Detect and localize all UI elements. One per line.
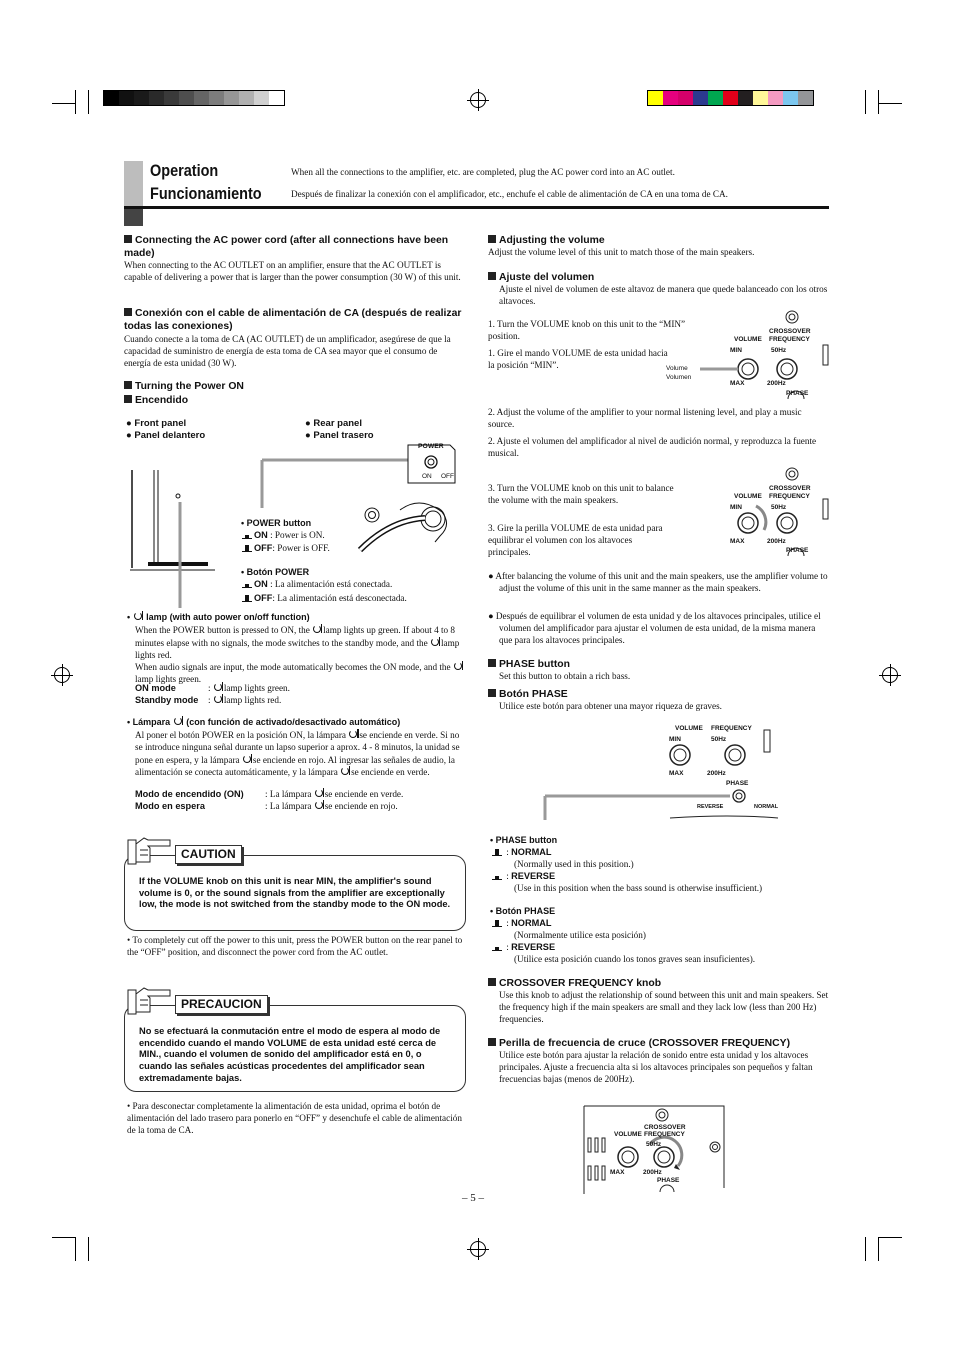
diag-max: MAX (730, 538, 745, 545)
heading-text: Perilla de frecuencia de cruce (CROSSOVER FREQUENCY) (499, 1038, 791, 1049)
diag-200hz: 200Hz (707, 770, 726, 777)
section-heading-power-es (124, 394, 188, 407)
heading-text: Adjusting the volume (499, 235, 605, 246)
off-desc: : La alimentación está desconectada. (272, 593, 407, 603)
diag-50hz: 50Hz (711, 736, 727, 743)
diag-max: MAX (730, 380, 745, 387)
cut-power-es: • Para desconectar completamente la alimentación de esta unidad, oprima el botón de alimentación del lado trasero para ponerlo en “OFF” y desenchufe el cable de alimentación de la toma de CA. (127, 1101, 462, 1135)
grayscale-bar (103, 90, 285, 106)
on-mode-row: ON mode : lamp lights green. (135, 683, 290, 693)
text: : La lámpara (265, 789, 312, 799)
lamp-title-text: lamp (with auto power on/off function) (146, 612, 310, 622)
heading-text: Turning the Power ON (135, 381, 244, 392)
switch-normal-icon (492, 919, 502, 927)
normal-text: NORMAL (511, 918, 552, 928)
crop-mark (88, 90, 89, 114)
diag-frequency: FREQUENCY (711, 725, 752, 732)
off-desc: : Power is OFF. (272, 543, 330, 553)
diag-volumen-caption: Volumen (666, 374, 692, 381)
balance-note-en: ● After balancing the volume of this unit and the main speakers, use the amplifier volume to adjust the volume of this unit in the same manner as the main speakers. (488, 571, 828, 593)
standby-power-icon (430, 637, 441, 647)
switch-on-icon (242, 531, 252, 539)
diag-volume-caption: Volume (666, 365, 688, 372)
text: To completely cut off the power to this unit, press the POWER button on the rear panel to the “OFF” position, and disconnect the power cord from the AC outlet. (127, 935, 463, 957)
modo-on-row (135, 788, 403, 801)
crossover-paragraph-en: Use this knob to adjust the relationship of sound between this unit and main speakers. Set the frequency high if the main speakers are small and they lack low (less than 200 Hz) frequencies. (499, 990, 829, 1024)
diag-min: MIN (730, 504, 742, 511)
boton-phase-title: • Botón PHASE (490, 906, 556, 916)
lamp-title-en: • lamp (with auto power on/off function) (127, 612, 310, 622)
diag-phase: PHASE (786, 390, 809, 397)
step3-es: 3. Gire la perilla VOLUME de esta unidad para equilibrar el volumen con los altavoces principales. (488, 523, 663, 557)
volume-paragraph-en: Adjust the volume level of this unit to match those of the main speakers. (488, 247, 755, 257)
on-text: ON (254, 530, 268, 540)
diag-frequency: FREQUENCY (644, 1131, 685, 1138)
lamp-paragraph-es (135, 729, 465, 779)
diagram-power-label: POWER (418, 443, 444, 450)
heading-text: Connecting the AC power cord (after all connections have been made) (124, 235, 449, 259)
page-title-en: Operation (150, 161, 219, 180)
phase-reverse-row: : REVERSE (492, 871, 555, 883)
intro-es: Después de finalizar la conexión con el amplificador, etc., enchufe el cable de alimentación de CA en una toma de CA. (291, 189, 728, 199)
standby-power-icon (314, 788, 325, 798)
modo-espera-label: Modo en espera (135, 801, 205, 811)
diag-crossover: CROSSOVER (769, 485, 811, 492)
diag-volume: VOLUME (734, 493, 762, 500)
diag-phase: PHASE (786, 547, 809, 554)
section-heading-ac-en (124, 234, 469, 260)
text: Al poner el botón POWER en la posición ON, la lámpara (135, 730, 347, 740)
registration-mark-icon (54, 667, 70, 683)
diag-volume: VOLUME (675, 725, 703, 732)
phase-button-title: • PHASE button (490, 835, 558, 845)
standby-power-icon (213, 682, 224, 692)
bullet-square-icon (488, 978, 496, 986)
standby-power-icon (453, 661, 464, 671)
registration-mark-icon (470, 1241, 486, 1257)
diag-min: MIN (669, 736, 681, 743)
page-title-es: Funcionamiento (150, 184, 262, 203)
title-block-dark (124, 209, 143, 226)
standby-mode-row: Standby mode : lamp lights red. (135, 695, 282, 705)
boton-on-row (242, 579, 392, 591)
on-desc: : La alimentación está conectada. (270, 579, 393, 589)
diag-50hz: 50Hz (771, 504, 787, 511)
front-panel-es-text: Panel delantero (134, 430, 206, 441)
section-heading-crossover-en (488, 977, 661, 990)
pointing-hand-icon (126, 984, 172, 1018)
diag-normal: NORMAL (754, 804, 779, 810)
caution-text: If the VOLUME knob on this unit is near MIN, the amplifier's sound volume is 0, or the sound signals from the amplifier are exceptionally low, the mode is not switched from the standby mode to the ON mode. (139, 876, 451, 910)
crop-mark (878, 1237, 902, 1238)
diag-phase: PHASE (726, 780, 749, 787)
crop-mark (878, 103, 902, 104)
section-heading-ac-es (124, 307, 469, 333)
bullet-square-icon (124, 381, 132, 389)
step1-en: 1. Turn the VOLUME knob on this unit to the “MIN” position. (488, 319, 686, 341)
phase-normal-row: : NORMAL (492, 847, 551, 859)
standby-power-icon (213, 694, 224, 704)
diag-max: MAX (610, 1169, 625, 1176)
phase-reverse-desc: (Use in this position when the bass sound is otherwise insufficient.) (514, 883, 763, 893)
standby-power-icon (340, 766, 351, 776)
heading-text: PHASE button (499, 659, 570, 670)
bullet-square-icon (488, 659, 496, 667)
rear-panel-text: Rear panel (313, 418, 362, 429)
boton-power-title: • Botón POWER (241, 567, 310, 577)
step2-es: 2. Ajuste el volumen del amplificador al nivel de audición normal, y reproduzca la fuente musical. (488, 436, 817, 458)
front-panel-text: Front panel (134, 418, 187, 429)
precaucion-text: No se efectuará la conmutación entre el modo de espera al modo de encendido cuando el mando VOLUME de esta unidad esté cerca de MIN., cuando el volumen de sonido del amplificador está en 0, o cuando las señales acústicas procedentes del amplificador sean extremadamente bajas. (139, 1026, 441, 1083)
crop-mark (75, 90, 76, 114)
color-bar (647, 90, 814, 106)
text: When the POWER button is pressed to ON, the (135, 625, 310, 635)
bullet-square-icon (488, 272, 496, 280)
diag-volume: VOLUME (614, 1131, 642, 1138)
heading-text: CROSSOVER FREQUENCY knob (499, 978, 662, 989)
text: se enciende en rojo. Al ingresar las señales de audio, la alimentación se conecta automáticamente, y la lámpara (135, 754, 455, 778)
text: Para desconectar completamente la alimentación de esta unidad, oprima el botón de alimentación del lado trasero para ponerlo en “OFF” y desenchufe el cable de alimentación de la toma de CA. (127, 1101, 462, 1135)
text: se enciende en rojo. (324, 801, 398, 811)
boton-normal-row: : NORMAL (492, 918, 551, 930)
title-bar-gray (124, 161, 143, 206)
crossover-paragraph-es: Utilice este botón para ajustar la relación de sonido entre esta unidad y los altavoces principales. Ajuste a frecuencia alta si los altavoces principales son pequeños y faltan frecuencias bajas (menos de 200Hz). (499, 1050, 813, 1084)
modo-espera-row (135, 800, 398, 813)
on-desc: : Power is ON. (270, 530, 325, 540)
front-panel-label-es: ● Panel delantero (126, 430, 206, 441)
power-button-title: • POWER button (241, 518, 312, 528)
phase-normal-desc: (Normally used in this position.) (514, 859, 634, 869)
cut-power-en: • To completely cut off the power to this unit, press the POWER button on the rear panel to the “OFF” position, and disconnect the power cord from the AC outlet. (127, 935, 463, 957)
rear-panel-label-es: ● Panel trasero (305, 430, 374, 441)
diag-200hz: 200Hz (767, 380, 786, 387)
section-heading-volume-es (488, 271, 594, 284)
registration-mark-icon (470, 92, 486, 108)
title-rule (124, 206, 829, 209)
step1-es: 1. Gire el mando VOLUME de esta unidad hacia la posición “MIN”. (488, 348, 668, 370)
bullet-square-icon (488, 235, 496, 243)
heading-text: Ajuste del volumen (499, 272, 595, 283)
standby-power-icon (242, 754, 253, 764)
text: • Lámpara (127, 717, 171, 727)
heading-text: Botón PHASE (499, 689, 568, 700)
caution-label: CAUTION (175, 845, 242, 864)
text: se enciende en verde. (324, 789, 404, 799)
standby-power-icon (133, 611, 144, 621)
boton-reverse-desc: (Utilice esta posición cuando los tonos graves sean insuficientes). (514, 954, 756, 964)
on-mode-label: ON mode (135, 683, 176, 693)
boton-off-row (242, 593, 407, 605)
text: se enciende en verde. Si no se introduce ninguna señal durante un lapso superior a aprox. 4 - 8 minutos, la unidad se pone en espera, y la lámpara (135, 730, 460, 765)
crop-mark (878, 90, 879, 114)
registration-mark-icon (882, 667, 898, 683)
volume-paragraph-es: Ajuste el nivel de volumen de este altavoz de manera que quede balanceado con los otros altavoces. (499, 284, 828, 306)
normal-text: NORMAL (511, 847, 552, 857)
section-heading-phase-en (488, 658, 570, 671)
diag-50hz: 50Hz (646, 1141, 662, 1148)
diag-frequency: FREQUENCY (769, 336, 810, 343)
boton-reverse-row: : REVERSE (492, 942, 555, 954)
crop-mark (88, 1237, 89, 1261)
standby-power-icon (312, 624, 323, 634)
boton-normal-desc: (Normalmente utilice esta posición) (514, 930, 646, 940)
balance-note-es: ● Después de equilibrar el volumen de esta unidad y de los altavoces principales, utilice el volumen del amplificador para ajustar el volumen de esta unidad, de la misma manera que para los altavoces principales. (488, 611, 821, 645)
diag-min: MIN (730, 347, 742, 354)
page-number: – 5 – (462, 1192, 484, 1204)
step2-en: 2. Adjust the volume of the amplifier to your normal listening level, and play a music source. (488, 407, 802, 429)
rear-panel-es-text: Panel trasero (313, 430, 374, 441)
text: After balancing the volume of this unit and the main speakers, use the amplifier volume to adjust the volume of this unit in the same manner as the main speakers. (495, 571, 828, 593)
paragraph-ac-es: Cuando conecte a la toma de CA (AC OUTLET) de un amplificador, asegúrese de que la capacidad de suministro de energía de esta toma de CA sea mayor que el consumo de energía de esta unidad (30 W). (124, 334, 451, 368)
switch-reverse-icon (492, 943, 502, 951)
modo-on-label: Modo de encendido (ON) (135, 789, 244, 799)
switch-off-icon (242, 594, 252, 602)
bullet-square-icon (124, 395, 132, 403)
switch-off-icon (242, 544, 252, 552)
crop-mark (878, 1237, 879, 1261)
standby-power-icon (173, 716, 184, 726)
power-off-row (242, 543, 330, 555)
standby-power-icon (348, 729, 359, 739)
pointing-hand-icon (126, 834, 172, 868)
section-heading-volume-en (488, 234, 605, 247)
diag-volume: VOLUME (734, 336, 762, 343)
volume-knob-diagram-balance (690, 462, 835, 562)
text: lamp lights green. (135, 674, 202, 685)
on-text: ON (254, 579, 268, 589)
standby-mode-desc: lamp lights red. (223, 695, 282, 705)
crop-mark (52, 103, 76, 104)
diag-phase: PHASE (657, 1177, 680, 1184)
text: lamp lights red. (135, 637, 460, 660)
phase-paragraph-es: Utilice este botón para obtener una mayor riqueza de graves. (499, 701, 722, 711)
crop-mark (52, 1237, 76, 1238)
precaucion-label: PRECAUCION (175, 995, 268, 1014)
diagram-on-label: ON (422, 473, 432, 480)
diag-crossover: CROSSOVER (769, 328, 811, 335)
text: lamp lights up green. If about 4 to 8 minutes elapse with no signals, the mode switches to the standby mode, and the (135, 625, 456, 648)
diag-crossover: CROSSOVER (644, 1124, 686, 1131)
crop-mark (865, 90, 866, 114)
diag-200hz: 200Hz (643, 1169, 662, 1176)
standby-power-icon (314, 800, 325, 810)
crop-mark (75, 1237, 76, 1261)
text: se enciende en verde. (351, 767, 430, 778)
phase-paragraph-en: Set this button to obtain a rich bass. (499, 671, 631, 681)
intro-en: When all the connections to the amplifier, etc. are completed, plug the AC power cord into an AC outlet. (291, 167, 675, 177)
diagram-off-label: OFF (441, 473, 454, 480)
diag-50hz: 50Hz (771, 347, 787, 354)
bullet-square-icon (124, 308, 132, 316)
diag-200hz: 200Hz (767, 538, 786, 545)
heading-text: Conexión con el cable de alimentación de CA (después de realizar todas las conexiones) (124, 308, 462, 332)
crop-mark (865, 1237, 866, 1261)
section-heading-power-en (124, 380, 244, 393)
step3-en: 3. Turn the VOLUME knob on this unit to balance the volume with the main speakers. (488, 483, 674, 505)
bullet-square-icon (488, 1038, 496, 1046)
front-panel-label: ● Front panel (126, 418, 187, 429)
lamp-title-es (127, 716, 400, 729)
diag-max: MAX (669, 770, 684, 777)
text: : La lámpara (265, 801, 312, 811)
rear-panel-label: ● Rear panel (305, 418, 362, 429)
section-heading-crossover-es (488, 1037, 790, 1050)
off-text: OFF (254, 593, 273, 603)
off-text: OFF (254, 543, 273, 553)
text: (con función de activado/desactivado automático) (186, 717, 401, 727)
text: Después de equilibrar el volumen de esta unidad y de los altavoces principales, utilice el volumen del amplificador para ajustar el volumen de esta unidad, de la misma manera que para los altavoces principales. (495, 611, 821, 645)
bullet-square-icon (124, 235, 132, 243)
heading-text: Encendido (135, 395, 189, 406)
section-heading-phase-es (488, 688, 568, 701)
diag-reverse: REVERSE (697, 804, 724, 810)
diag-frequency: FREQUENCY (769, 493, 810, 500)
on-mode-desc: lamp lights green. (223, 683, 290, 693)
power-on-row (242, 530, 325, 542)
reverse-text: REVERSE (511, 871, 556, 881)
switch-on-icon (242, 580, 252, 588)
reverse-text: REVERSE (511, 942, 556, 952)
lamp-paragraph-en (135, 624, 465, 686)
text: When audio signals are input, the mode automatically becomes the ON mode, and the (135, 662, 451, 673)
volume-knob-diagram-min (690, 305, 835, 405)
paragraph-ac-en: When connecting to the AC OUTLET on an amplifier, ensure that the AC OUTLET is capable of delivering a power that is larger than the power consumption (30 W) of this unit. (124, 260, 461, 282)
standby-mode-label: Standby mode (135, 695, 199, 705)
switch-reverse-icon (492, 872, 502, 880)
switch-normal-icon (492, 848, 502, 856)
bullet-square-icon (488, 689, 496, 697)
